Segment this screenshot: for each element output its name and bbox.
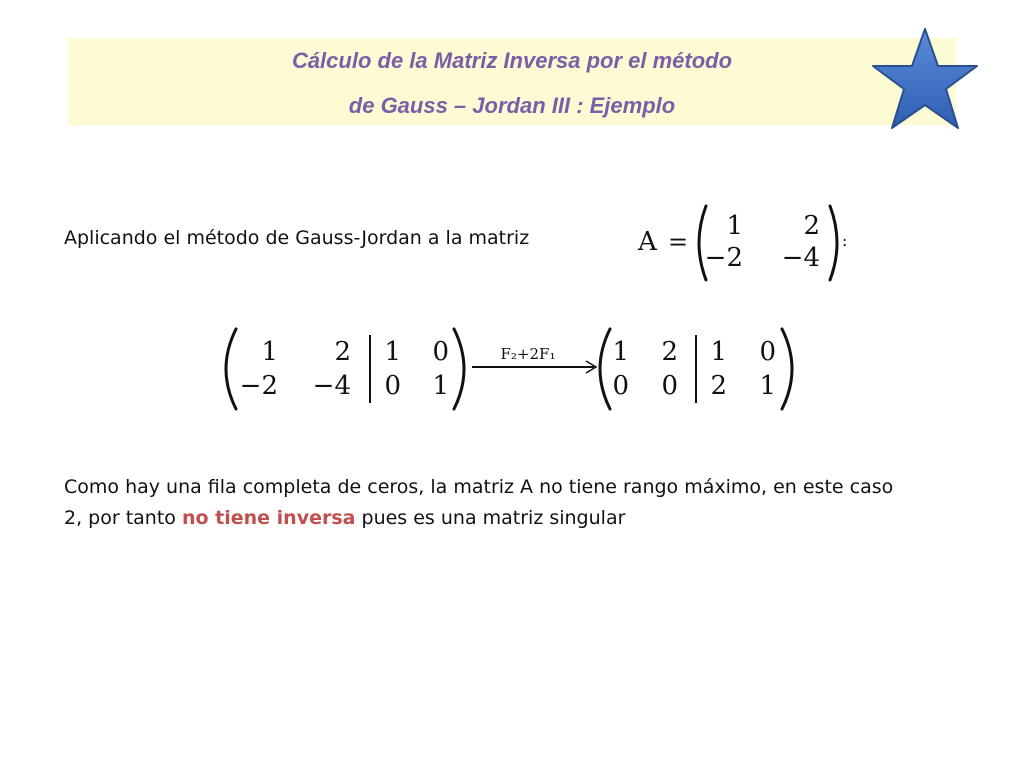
slide-title-line-1: Cálculo de la Matriz Inversa por el método xyxy=(291,48,733,73)
conclusion-suffix: pues es una matriz singular xyxy=(355,507,626,529)
matrix-a-cell: −4 xyxy=(781,243,820,273)
matrix-cell: 0 xyxy=(384,371,401,401)
matrix-cell: 0 xyxy=(661,371,678,401)
matrix-cell: 2 xyxy=(334,337,351,367)
matrix-cell: −2 xyxy=(239,371,278,401)
matrix-a-cell: 2 xyxy=(803,211,820,241)
matrix-cell: 2 xyxy=(661,337,678,367)
matrix-cell: 0 xyxy=(612,371,629,401)
matrix-a-label: A xyxy=(638,227,657,257)
matrix-cell: 0 xyxy=(759,337,776,367)
conclusion-line-2 xyxy=(64,503,893,534)
matrix-cell: 0 xyxy=(432,337,449,367)
left-paren xyxy=(600,329,610,409)
matrix-cell: 1 xyxy=(384,337,401,367)
matrix-cell: 1 xyxy=(612,337,629,367)
conclusion-paragraph xyxy=(64,472,893,534)
no-inverse-highlight: no tiene inversa xyxy=(181,507,356,529)
matrix-cell: 1 xyxy=(710,337,727,367)
right-paren xyxy=(454,329,464,409)
matrix-cell: 1 xyxy=(759,371,776,401)
conclusion-prefix: 2, por tanto xyxy=(64,507,182,529)
star-icon xyxy=(870,26,980,134)
matrix-cell: 2 xyxy=(710,371,727,401)
matrix-cell: −4 xyxy=(312,371,351,401)
matrix-a-cell: 1 xyxy=(726,211,743,241)
matrix-a-cell: −2 xyxy=(704,243,743,273)
conclusion-line-1: Como hay una fila completa de ceros, la matriz A no tiene rango máximo, en este caso xyxy=(64,476,894,498)
intro-text: Aplicando el método de Gauss-Jordan a la matriz xyxy=(64,227,530,249)
title-banner xyxy=(68,38,956,125)
left-paren xyxy=(226,329,236,409)
trailing-colon: : xyxy=(842,231,848,250)
row-operation-label: F₂+2F₁ xyxy=(500,345,556,363)
equals-sign: = xyxy=(668,228,689,256)
matrix-a-equation xyxy=(630,198,870,290)
matrix-cell: 1 xyxy=(261,337,278,367)
slide-title-line-2: de Gauss – Jordan III : Ejemplo xyxy=(348,93,676,118)
right-paren xyxy=(830,206,837,280)
row-reduction xyxy=(210,325,810,420)
right-paren xyxy=(782,329,792,409)
matrix-cell: 1 xyxy=(432,371,449,401)
